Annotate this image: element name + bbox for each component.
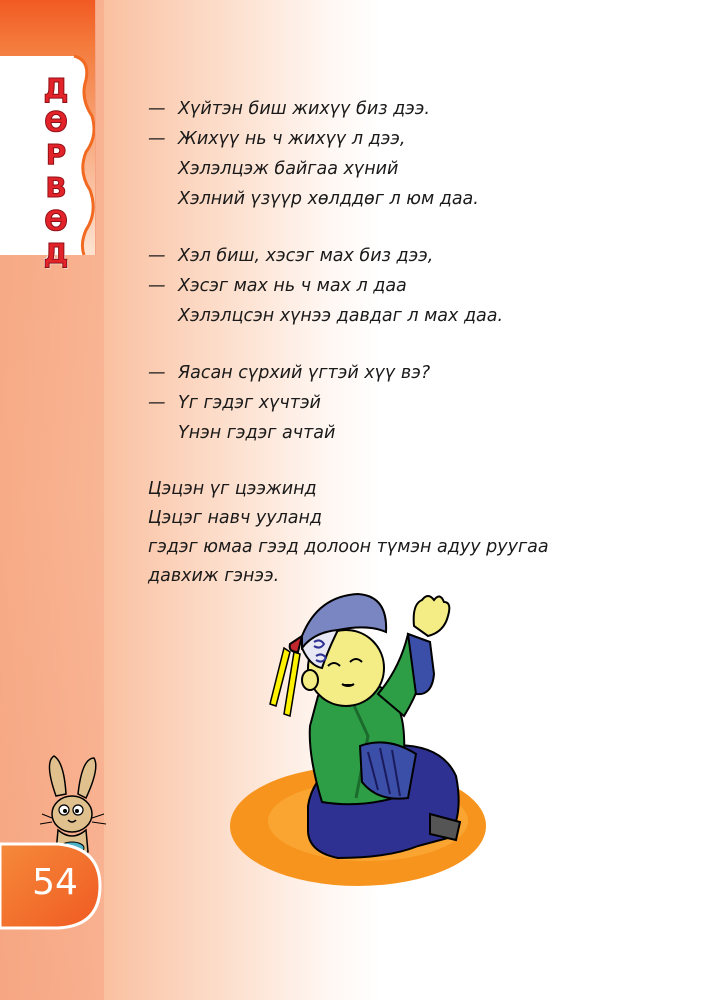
poem-line-text: Хүйтэн биш жихүү биз дээ. bbox=[178, 99, 430, 119]
chapter-title-letter: Ө bbox=[44, 105, 68, 138]
poem-line-text: Хэлэлцэж байгаа хүний bbox=[178, 159, 399, 179]
dialogue-dash bbox=[148, 301, 178, 331]
poem-line bbox=[148, 301, 668, 331]
poem-line bbox=[148, 184, 668, 214]
poem-line bbox=[148, 241, 668, 271]
dialogue-dash bbox=[148, 418, 178, 448]
prose-line: давхиж гэнээ. bbox=[148, 566, 280, 586]
chapter-title-letter: Д bbox=[43, 237, 69, 270]
dialogue-dash bbox=[148, 184, 178, 214]
poem-line bbox=[148, 154, 668, 184]
poem-line-text: Хэлэлцсэн хүнээ давдаг л мах даа. bbox=[178, 306, 504, 326]
stanza-1 bbox=[148, 94, 668, 214]
poem-body bbox=[148, 94, 668, 591]
dialogue-dash bbox=[148, 154, 178, 184]
poem-line-text: Хэл биш, хэсэг мах биз дээ, bbox=[178, 246, 434, 266]
poem-line-text: Үг гэдэг хүчтэй bbox=[178, 393, 321, 413]
chapter-title bbox=[34, 72, 78, 270]
chapter-title-letter: Ө bbox=[44, 204, 68, 237]
poem-line-text: Жихүү нь ч жихүү л дээ, bbox=[178, 129, 406, 149]
dialogue-dash: — bbox=[148, 129, 166, 149]
stanza-3 bbox=[148, 358, 668, 448]
dialogue-dash: — bbox=[148, 393, 166, 413]
poem-line bbox=[148, 271, 668, 301]
stanza-2 bbox=[148, 241, 668, 331]
poem-line-text: Хэсэг мах нь ч мах л даа bbox=[178, 276, 407, 296]
chapter-title-letter: Д bbox=[43, 72, 69, 105]
prose-line: гэдэг юмаа гээд долоон түмэн адуу руугаа bbox=[148, 537, 549, 557]
dialogue-dash: — bbox=[148, 246, 166, 266]
chapter-title-letter: В bbox=[45, 171, 67, 204]
boy-illustration bbox=[218, 576, 518, 896]
prose-paragraph bbox=[148, 475, 668, 591]
poem-line-text: Хэлний үзүүр хөлддөг л юм даа. bbox=[178, 189, 479, 209]
chapter-title-tab bbox=[0, 0, 96, 270]
poem-line bbox=[148, 358, 668, 388]
dialogue-dash: — bbox=[148, 276, 166, 296]
poem-line bbox=[148, 124, 668, 154]
page-number: 54 bbox=[32, 862, 78, 903]
poem-line-text: Үнэн гэдэг ачтай bbox=[178, 423, 336, 443]
poem-line bbox=[148, 388, 668, 418]
poem-line-text: Яасан сүрхий үгтэй хүү вэ? bbox=[178, 363, 431, 383]
boy-in-deel-image bbox=[218, 576, 518, 896]
prose-line: Цэцэг навч ууланд bbox=[148, 508, 323, 528]
poem-line bbox=[148, 94, 668, 124]
prose-line: Цэцэн үг цээжинд bbox=[148, 479, 317, 499]
dialogue-dash: — bbox=[148, 99, 166, 119]
poem-line bbox=[148, 418, 668, 448]
dialogue-dash: — bbox=[148, 363, 166, 383]
chapter-title-letter: Р bbox=[45, 138, 67, 171]
